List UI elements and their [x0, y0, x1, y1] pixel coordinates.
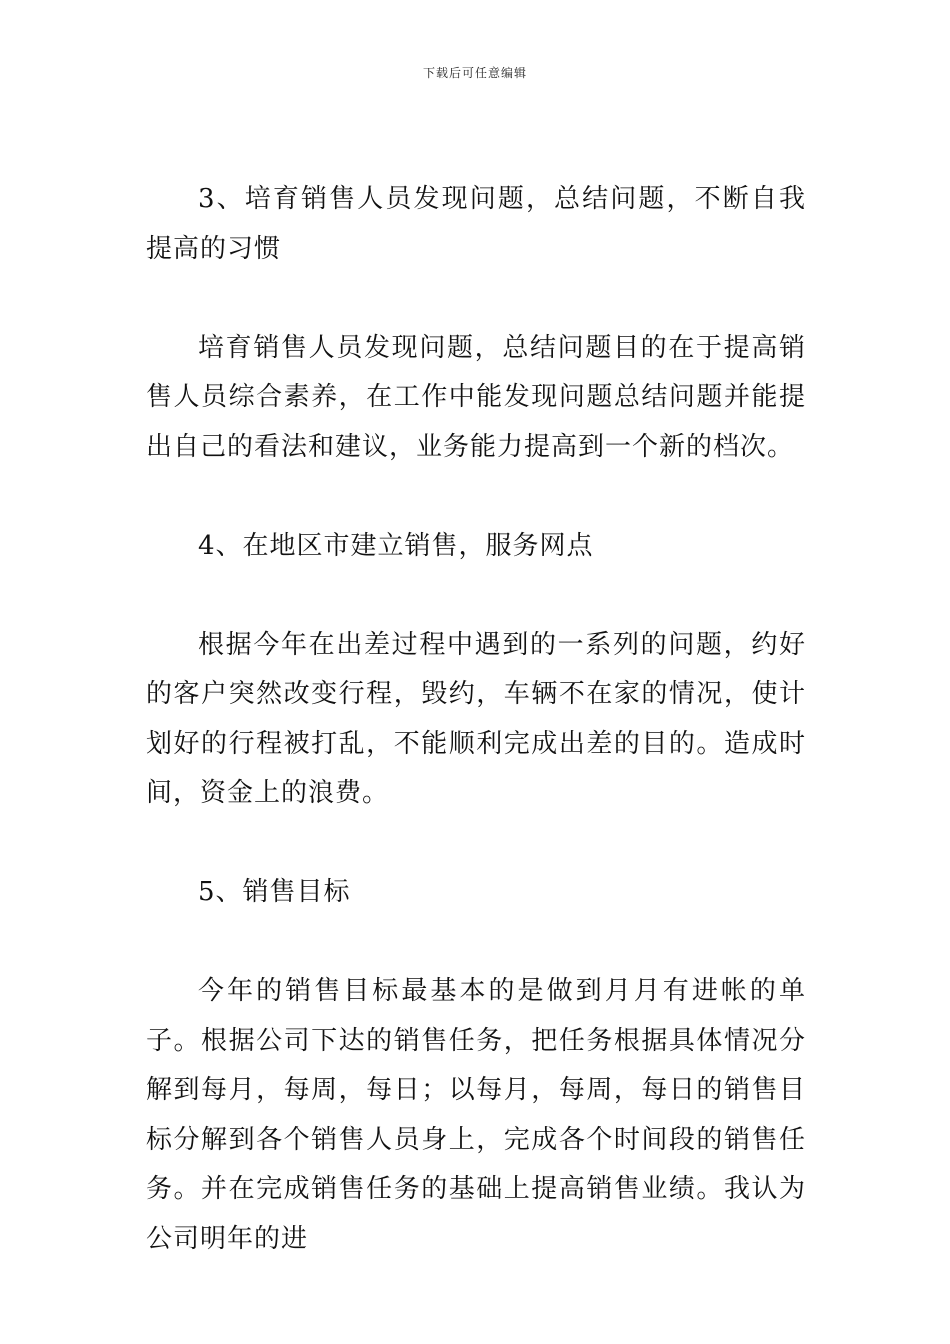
section-heading-4: 4、在地区市建立销售，服务网点	[198, 530, 594, 561]
document-body	[146, 175, 806, 1264]
section-heading-5: 5、销售目标	[198, 877, 351, 907]
body-paragraph: 根据今年在出差过程中遇到的一系列的问题，约好的客户突然改变行程，毁约，车辆不在家的情况，使计划好的行程被打乱，不能顺利完成出差的目的。造成时间，资金上的浪费。	[146, 629, 806, 808]
page-header: 下载后可任意编辑	[422, 66, 527, 80]
section-heading-3: 3、培育销售人员发现问题，总结问题，不断自我提高的习惯	[146, 184, 806, 264]
body-paragraph: 今年的销售目标最基本的是做到月月有进帐的单子。根据公司下达的销售任务，把任务根据具体情况分解到每月，每周，每日；以每月，每周，每日的销售目标分解到各个销售人员身上，完成各个时间段的销售任务。并在完成销售任务的基础上提高销售业绩。我认为公司明年的进	[146, 976, 806, 1254]
body-paragraph: 培育销售人员发现问题，总结问题目的在于提高销售人员综合素养，在工作中能发现问题总结问题并能提出自己的看法和建议，业务能力提高到一个新的档次。	[146, 332, 806, 462]
